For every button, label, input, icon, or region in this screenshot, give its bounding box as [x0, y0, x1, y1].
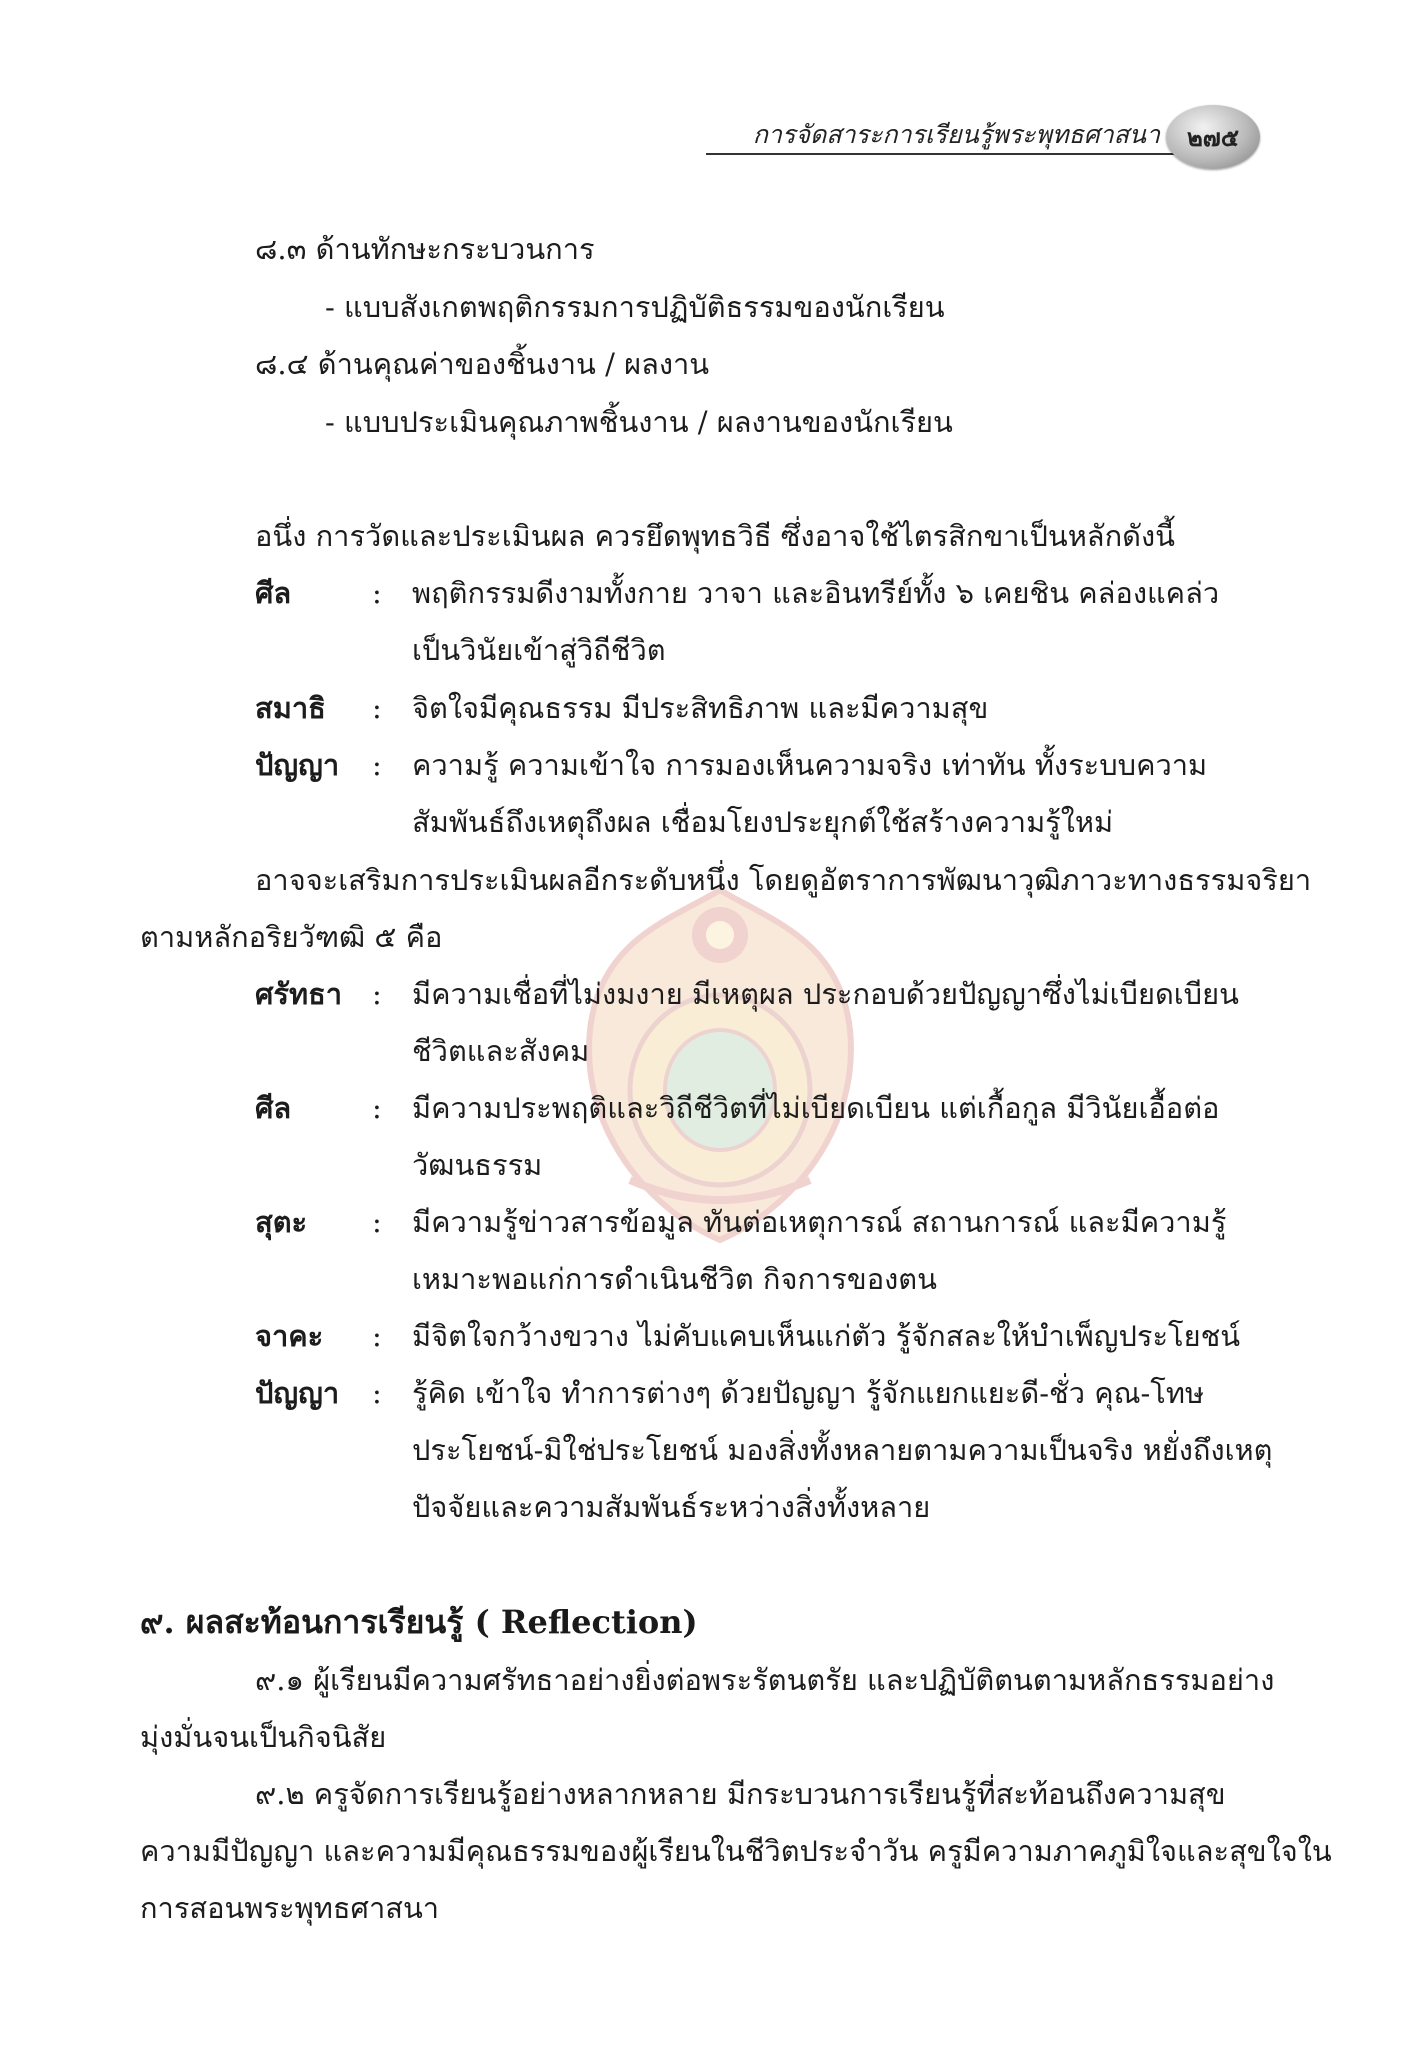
colon: : [372, 1319, 382, 1353]
term-label: สุตะ [255, 1205, 308, 1239]
page-header [700, 105, 1260, 177]
section-9-1-line1: ๙.๑ ผู้เรียนมีความศรัทธาอย่างยิ่งต่อพระรัตนตรัย และปฏิบัติตนตามหลักธรรมอย่าง [255, 1663, 1275, 1697]
definition-line: มีจิตใจกว้างขวาง ไม่คับแคบเห็นแก่ตัว รู้จักสละให้บำเพ็ญประโยชน์ [412, 1319, 1241, 1353]
definition-line: มีความเชื่อที่ไม่งมงาย มีเหตุผล ประกอบด้วยปัญญาซึ่งไม่เบียดเบียน [412, 977, 1239, 1011]
header-title: การจัดสาระการเรียนรู้พระพุทธศาสนา [752, 120, 1160, 149]
term-label: ศีล [255, 1091, 292, 1125]
section-8-4-title: ๘.๔ ด้านคุณค่าของชิ้นงาน / ผลงาน [255, 347, 710, 381]
term-label: ศรัทธา [255, 977, 343, 1011]
definition-line: เป็นวินัยเข้าสู่วิถีชีวิต [412, 633, 666, 667]
ariyavaddhi-intro-line1: อาจจะเสริมการประเมินผลอีกระดับหนึ่ง โดยดูอัตราการพัฒนาวุฒิภาวะทางธรรมจริยา [255, 863, 1312, 897]
section-9-2-line2: ความมีปัญญา และความมีคุณธรรมของผู้เรียนในชีวิตประจำวัน ครูมีความภาคภูมิใจและสุขใจใน [140, 1834, 1332, 1868]
definition-line: ชีวิตและสังคม [412, 1034, 590, 1068]
definition-line: ประโยชน์-มิใช่ประโยชน์ มองสิ่งทั้งหลายตามความเป็นจริง หยั่งถึงเหตุ [412, 1433, 1273, 1467]
colon: : [372, 977, 382, 1011]
ariyavaddhi-intro-line2: ตามหลักอริยวัฑฒิ ๕ คือ [140, 920, 443, 954]
colon: : [372, 691, 382, 725]
colon: : [372, 748, 382, 782]
term-label: จาคะ [255, 1319, 324, 1353]
definition-line: สัมพันธ์ถึงเหตุถึงผล เชื่อมโยงประยุกต์ใช้สร้างความรู้ใหม่ [412, 805, 1114, 839]
definition-line: มีความประพฤติและวิถีชีวิตที่ไม่เบียดเบียน แต่เกื้อกูล มีวินัยเอื้อต่อ [412, 1091, 1220, 1125]
section-9-1-line2: มุ่งมั่นจนเป็นกิจนิสัย [140, 1720, 387, 1754]
definition-line: รู้คิด เข้าใจ ทำการต่างๆ ด้วยปัญญา รู้จักแยกแยะดี-ชั่ว คุณ-โทษ [412, 1376, 1205, 1410]
section-8-4-item: - แบบประเมินคุณภาพชิ้นงาน / ผลงานของนักเรียน [325, 405, 953, 439]
header-rule [706, 153, 1180, 155]
term-label: ศีล [255, 576, 292, 610]
page-number-badge: ๒๗๕ [1166, 105, 1260, 169]
term-label: สมาธิ [255, 691, 326, 725]
colon: : [372, 1091, 382, 1125]
colon: : [372, 576, 382, 610]
term-label: ปัญญา [255, 748, 340, 782]
section-9-2-line3: การสอนพระพุทธศาสนา [140, 1891, 440, 1925]
colon: : [372, 1376, 382, 1410]
definition-line: ปัจจัยและความสัมพันธ์ระหว่างสิ่งทั้งหลาย [412, 1490, 931, 1524]
emblem-watermark [570, 880, 870, 1250]
definition-line: มีความรู้ข่าวสารข้อมูล ทันต่อเหตุการณ์ สถานการณ์ และมีความรู้ [412, 1205, 1227, 1239]
definition-line: วัฒนธรรม [412, 1148, 543, 1182]
definition-line: เหมาะพอแก่การดำเนินชีวิต กิจการของตน [412, 1262, 937, 1296]
definition-line: จิตใจมีคุณธรรม มีประสิทธิภาพ และมีความสุข [412, 691, 989, 725]
section-9-heading: ๙. ผลสะท้อนการเรียนรู้ ( Reflection) [140, 1603, 698, 1641]
definition-line: ความรู้ ความเข้าใจ การมองเห็นความจริง เท่าทัน ทั้งระบบความ [412, 748, 1208, 782]
term-label: ปัญญา [255, 1376, 340, 1410]
section-8-3-item: - แบบสังเกตพฤติกรรมการปฏิบัติธรรมของนักเรียน [325, 290, 945, 324]
section-8-3-title: ๘.๓ ด้านทักษะกระบวนการ [255, 232, 595, 266]
section-9-2-line1: ๙.๒ ครูจัดการเรียนรู้อย่างหลากหลาย มีกระบวนการเรียนรู้ที่สะท้อนถึงความสุข [255, 1777, 1226, 1811]
trisikkha-intro: อนึ่ง การวัดและประเมินผล ควรยึดพุทธวิธี ซึ่งอาจใช้ไตรสิกขาเป็นหลักดังนี้ [255, 519, 1175, 553]
definition-line: พฤติกรรมดีงามทั้งกาย วาจา และอินทรีย์ทั้ง ๖ เคยชิน คล่องแคล่ว [412, 576, 1220, 610]
colon: : [372, 1205, 382, 1239]
